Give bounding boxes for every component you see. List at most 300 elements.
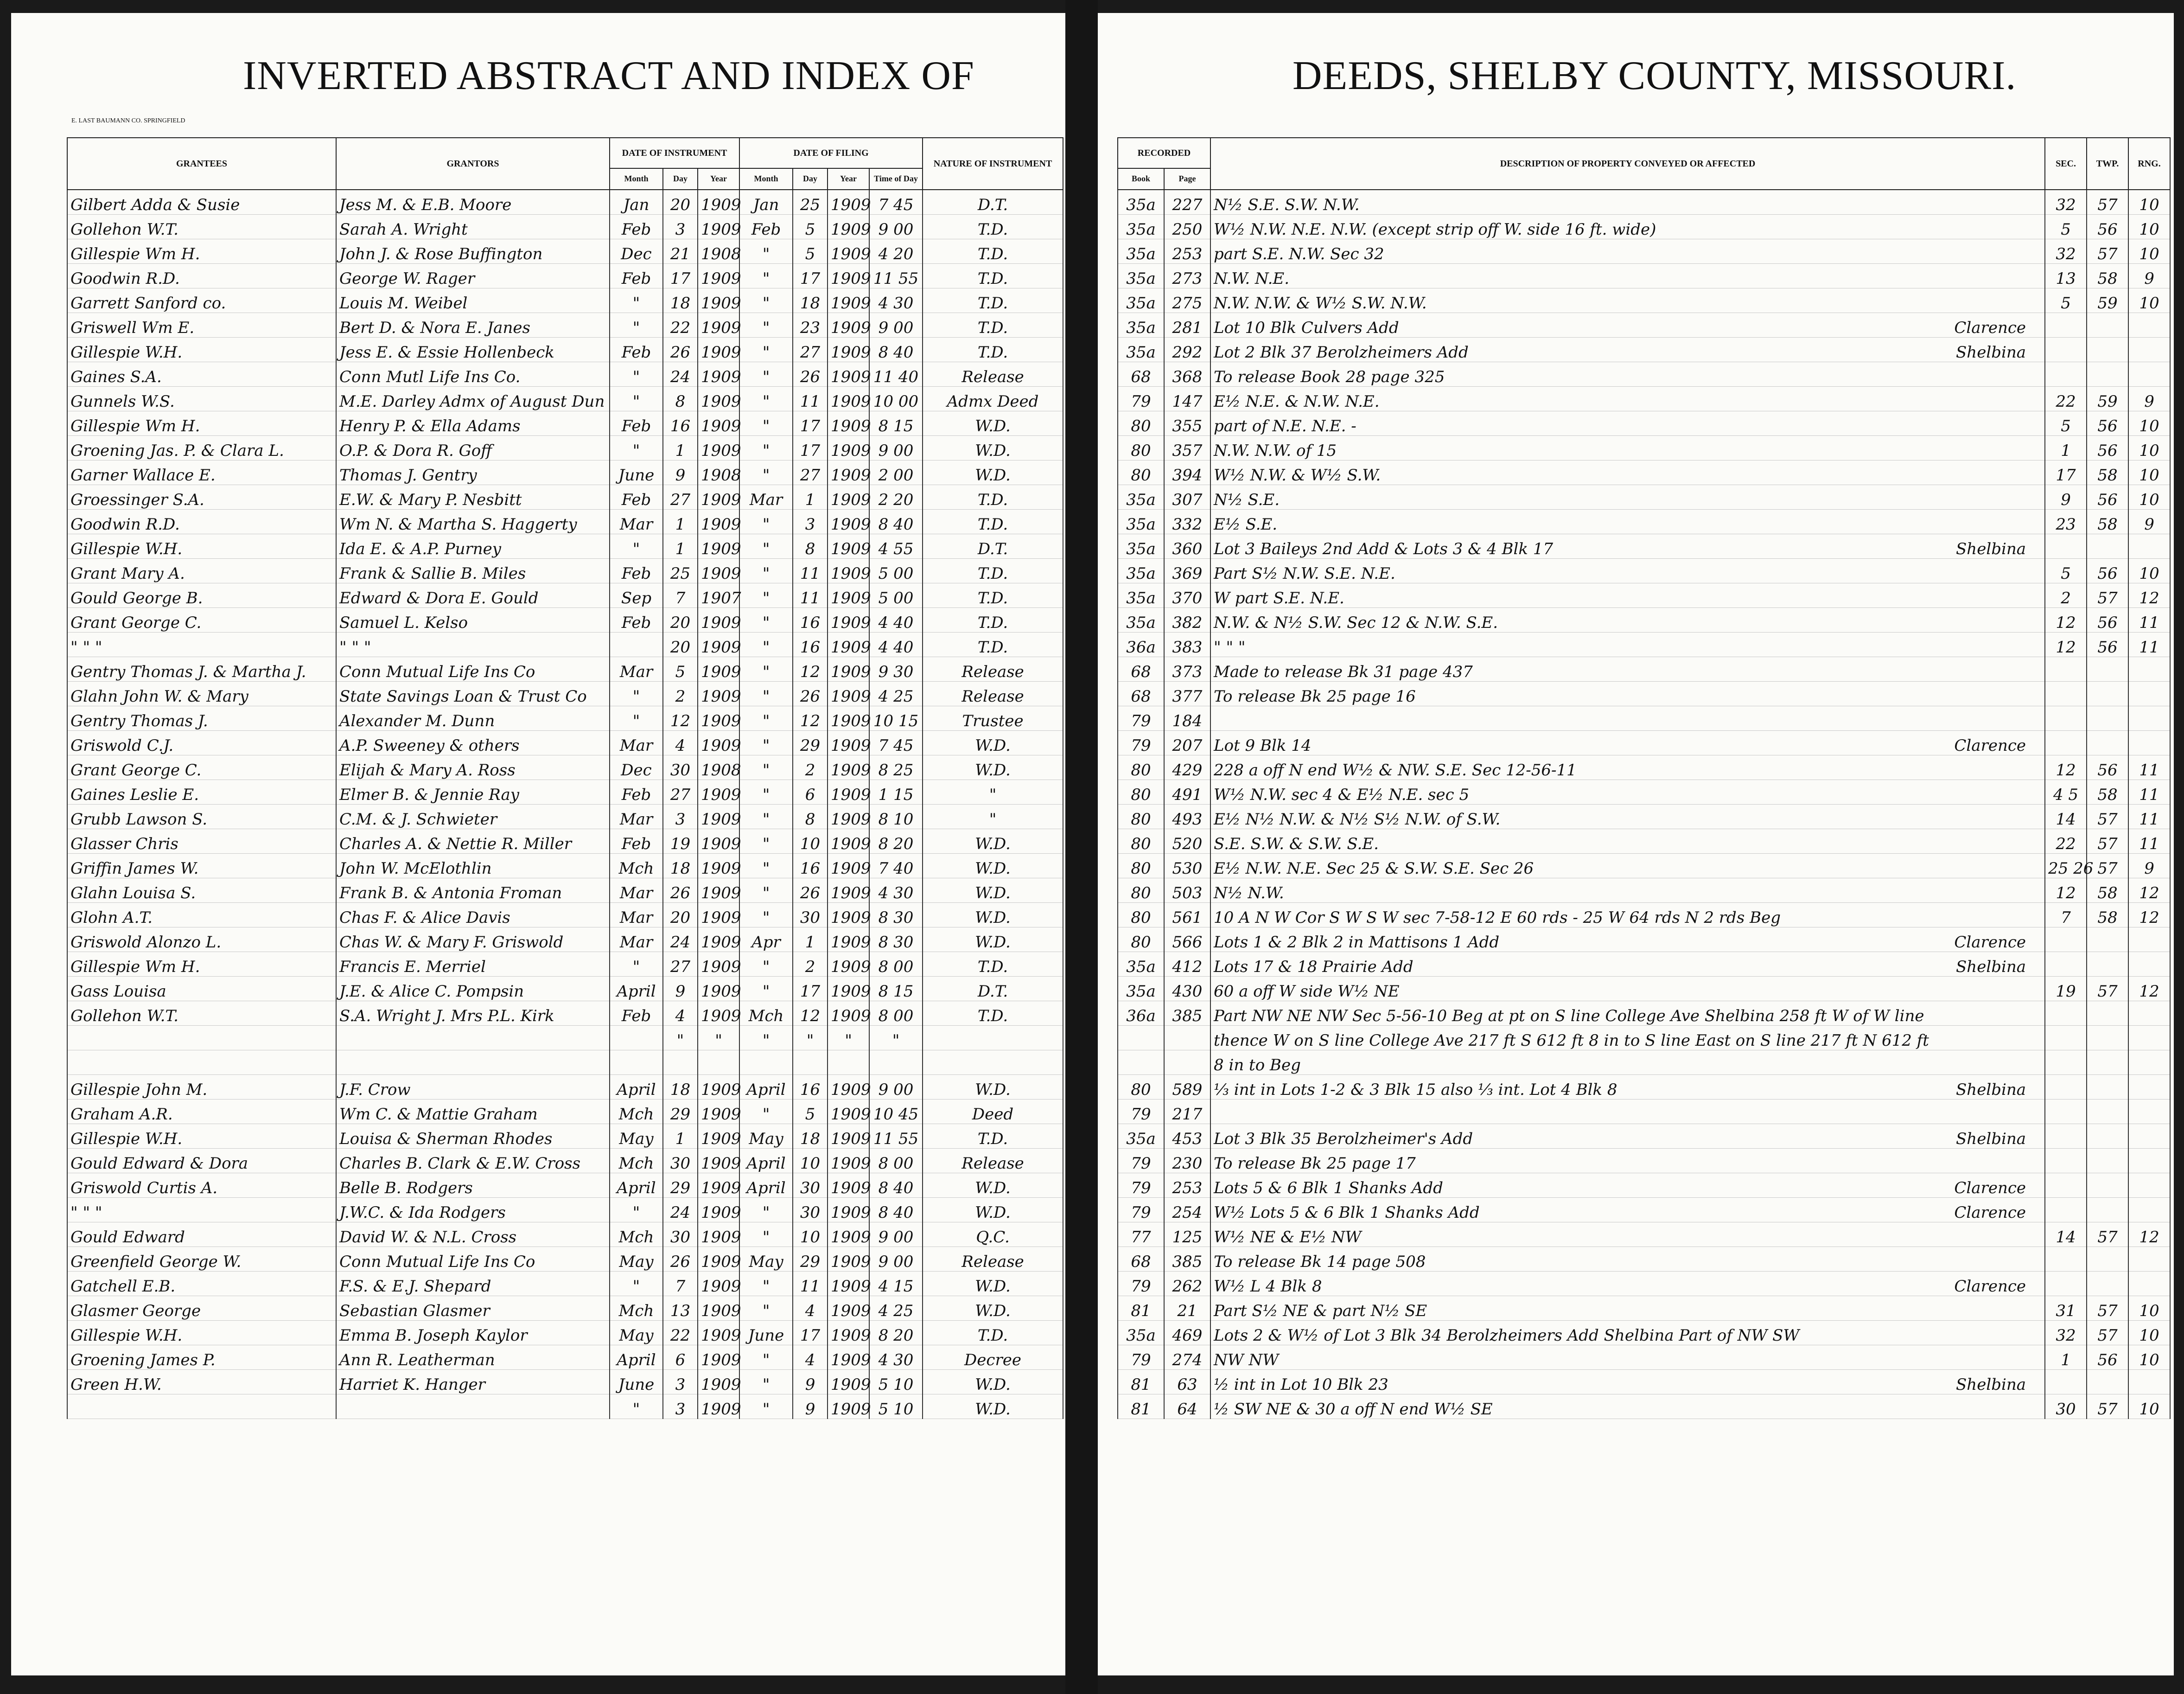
filing-year-cell: 1909 <box>828 411 869 436</box>
filing-time-cell: 1 15 <box>869 780 923 805</box>
page-cell: 254 <box>1164 1198 1210 1222</box>
filing-month-cell: " <box>739 313 793 338</box>
page-cell: 217 <box>1164 1100 1210 1124</box>
twp-cell: 56 <box>2087 633 2128 657</box>
filing-year-cell: 1909 <box>828 1247 869 1272</box>
sec-cell: 4 5 <box>2045 780 2087 805</box>
twp-cell: 56 <box>2087 215 2128 239</box>
page-cell: 491 <box>1164 780 1210 805</box>
description-text: E½ N.W. N.E. Sec 25 & S.W. S.E. Sec 26 <box>1214 859 1534 878</box>
filing-month-cell: " <box>739 264 793 288</box>
rng-cell: 10 <box>2128 239 2170 264</box>
instrument-year-cell: 1909 <box>698 1272 739 1296</box>
book-cell: 35a <box>1118 608 1164 633</box>
sec-cell: 17 <box>2045 460 2087 485</box>
table-row <box>1118 1198 2170 1222</box>
filing-day-cell: 2 <box>793 952 828 977</box>
filing-day-cell: 12 <box>793 657 828 682</box>
sec-cell <box>2045 1050 2087 1075</box>
grantee-cell: Gollehon W.T. <box>67 215 336 239</box>
instrument-month-cell: Mch <box>610 1296 663 1321</box>
table-row <box>67 1001 1063 1026</box>
sec-cell: 32 <box>2045 1321 2087 1345</box>
sec-cell: 1 <box>2045 436 2087 460</box>
description-text: Part NW NE NW Sec 5-56-10 Beg at pt on S line College Ave Shelbina 258 ft W of W line <box>1214 1006 1924 1025</box>
description-cell <box>1210 264 2045 288</box>
description-text: To release Bk 14 page 508 <box>1214 1252 1426 1271</box>
table-row <box>67 1345 1063 1370</box>
rng-cell <box>2128 731 2170 755</box>
description-cell <box>1210 952 2045 977</box>
sec-cell: 25 26 <box>2045 854 2087 878</box>
description-cell <box>1210 1296 2045 1321</box>
table-row <box>1118 1296 2170 1321</box>
book-cell <box>1118 1050 1164 1075</box>
rng-cell: 11 <box>2128 805 2170 829</box>
header-book: Book <box>1118 168 1164 190</box>
book-cell: 81 <box>1118 1394 1164 1419</box>
header-recorded: RECORDED <box>1118 138 1210 168</box>
nature-cell: T.D. <box>923 608 1063 633</box>
twp-cell <box>2087 1050 2128 1075</box>
filing-month-cell: Feb <box>739 215 793 239</box>
twp-cell: 56 <box>2087 755 2128 780</box>
instrument-month-cell <box>610 1026 663 1050</box>
grantor-cell: A.P. Sweeney & others <box>336 731 610 755</box>
book-cell: 79 <box>1118 1173 1164 1198</box>
grantee-cell: Gillespie Wm H. <box>67 952 336 977</box>
filing-time-cell: 4 25 <box>869 1296 923 1321</box>
grantee-cell: Glasser Chris <box>67 829 336 854</box>
description-cell <box>1210 1272 2045 1296</box>
grantee-cell: Green H.W. <box>67 1370 336 1394</box>
instrument-year-cell: 1909 <box>698 264 739 288</box>
left-page <box>11 13 1065 1675</box>
instrument-day-cell: 19 <box>663 829 698 854</box>
book-cell: 79 <box>1118 1198 1164 1222</box>
rng-cell <box>2128 1050 2170 1075</box>
instrument-year-cell: 1909 <box>698 436 739 460</box>
town-note: Shelbina <box>1956 1080 2026 1099</box>
description-cell <box>1210 927 2045 952</box>
page-cell: 430 <box>1164 977 1210 1001</box>
nature-cell: T.D. <box>923 1321 1063 1345</box>
filing-year-cell: 1909 <box>828 1321 869 1345</box>
table-row <box>1118 239 2170 264</box>
twp-cell <box>2087 1198 2128 1222</box>
rng-cell: 10 <box>2128 1394 2170 1419</box>
sec-cell: 12 <box>2045 878 2087 903</box>
page-cell: 125 <box>1164 1222 1210 1247</box>
filing-month-cell: " <box>739 903 793 927</box>
description-cell <box>1210 411 2045 436</box>
filing-day-cell: 18 <box>793 1124 828 1149</box>
description-text: 228 a off N end W½ & NW. S.E. Sec 12-56-11 <box>1214 761 1577 780</box>
instrument-day-cell: 30 <box>663 1222 698 1247</box>
twp-cell <box>2087 534 2128 559</box>
twp-cell <box>2087 1247 2128 1272</box>
twp-cell: 56 <box>2087 485 2128 510</box>
twp-cell: 58 <box>2087 264 2128 288</box>
filing-year-cell: 1909 <box>828 190 869 215</box>
nature-cell: W.D. <box>923 460 1063 485</box>
book-spine <box>1065 0 1098 1694</box>
twp-cell: 56 <box>2087 411 2128 436</box>
nature-cell: T.D. <box>923 264 1063 288</box>
grantee-cell: " " " <box>67 1198 336 1222</box>
rng-cell: 12 <box>2128 903 2170 927</box>
table-row <box>1118 878 2170 903</box>
sec-cell: 1 <box>2045 1345 2087 1370</box>
twp-cell <box>2087 1100 2128 1124</box>
book-cell: 68 <box>1118 362 1164 387</box>
instrument-day-cell <box>663 1050 698 1075</box>
rng-cell: 10 <box>2128 1321 2170 1345</box>
description-cell <box>1210 731 2045 755</box>
book-cell: 79 <box>1118 706 1164 731</box>
sec-cell <box>2045 1173 2087 1198</box>
description-cell <box>1210 829 2045 854</box>
nature-cell: T.D. <box>923 313 1063 338</box>
book-cell: 80 <box>1118 460 1164 485</box>
table-row <box>67 854 1063 878</box>
rng-cell <box>2128 338 2170 362</box>
description-cell <box>1210 362 2045 387</box>
sec-cell: 5 <box>2045 411 2087 436</box>
book-cell: 35a <box>1118 190 1164 215</box>
filing-time-cell: 8 10 <box>869 805 923 829</box>
filing-month-cell: " <box>739 1370 793 1394</box>
instrument-year-cell: 1909 <box>698 1222 739 1247</box>
instrument-month-cell: Feb <box>610 608 663 633</box>
filing-month-cell: " <box>739 1394 793 1419</box>
filing-time-cell: 4 30 <box>869 878 923 903</box>
grantee-cell: Gillespie W.H. <box>67 534 336 559</box>
filing-day-cell: 9 <box>793 1370 828 1394</box>
filing-day-cell: 30 <box>793 903 828 927</box>
filing-day-cell: 8 <box>793 805 828 829</box>
instrument-month-cell: Mar <box>610 927 663 952</box>
page-cell: 382 <box>1164 608 1210 633</box>
filing-day-cell: 12 <box>793 706 828 731</box>
grantor-cell <box>336 1026 610 1050</box>
description-text: Made to release Bk 31 page 437 <box>1214 662 1473 681</box>
instrument-month-cell: Mar <box>610 903 663 927</box>
description-text: Lot 9 Blk 14 <box>1214 736 1312 755</box>
filing-year-cell: 1909 <box>828 1075 869 1100</box>
table-row <box>1118 657 2170 682</box>
filing-year-cell: 1909 <box>828 633 869 657</box>
description-text: ⅓ int in Lots 1-2 & 3 Blk 15 also ⅓ int. Lot 4 Blk 8 <box>1214 1080 1617 1099</box>
filing-day-cell: 5 <box>793 1100 828 1124</box>
filing-year-cell: 1909 <box>828 903 869 927</box>
twp-cell <box>2087 927 2128 952</box>
table-row <box>1118 387 2170 411</box>
book-cell: 35a <box>1118 1321 1164 1345</box>
instrument-day-cell: 27 <box>663 952 698 977</box>
rng-cell: 12 <box>2128 1222 2170 1247</box>
book-cell: 35a <box>1118 977 1164 1001</box>
instrument-year-cell: 1909 <box>698 1100 739 1124</box>
nature-cell: T.D. <box>923 510 1063 534</box>
instrument-day-cell: 29 <box>663 1173 698 1198</box>
table-row <box>1118 583 2170 608</box>
nature-cell: " <box>923 805 1063 829</box>
grantee-cell: Groening Jas. P. & Clara L. <box>67 436 336 460</box>
description-cell <box>1210 755 2045 780</box>
rng-cell <box>2128 682 2170 706</box>
description-cell <box>1210 313 2045 338</box>
book-cell: 35a <box>1118 952 1164 977</box>
filing-month-cell: " <box>739 878 793 903</box>
description-cell <box>1210 485 2045 510</box>
instrument-day-cell: 2 <box>663 682 698 706</box>
filing-day-cell: 4 <box>793 1345 828 1370</box>
grantor-cell: " " " <box>336 633 610 657</box>
grantee-cell: Gould Edward & Dora <box>67 1149 336 1173</box>
instrument-day-cell: 17 <box>663 264 698 288</box>
grantor-cell: M.E. Darley Admx of August Dun <box>336 387 610 411</box>
instrument-day-cell: 7 <box>663 583 698 608</box>
twp-cell: 58 <box>2087 460 2128 485</box>
description-cell <box>1210 780 2045 805</box>
instrument-day-cell: 1 <box>663 510 698 534</box>
filing-year-cell: " <box>828 1026 869 1050</box>
instrument-month-cell: Mar <box>610 657 663 682</box>
table-row <box>67 1272 1063 1296</box>
filing-time-cell: 10 00 <box>869 387 923 411</box>
instrument-month-cell: " <box>610 952 663 977</box>
instrument-year-cell: 1909 <box>698 1149 739 1173</box>
header-inst-day: Day <box>663 168 698 190</box>
instrument-month-cell: Feb <box>610 338 663 362</box>
instrument-day-cell: 18 <box>663 288 698 313</box>
sec-cell: 7 <box>2045 903 2087 927</box>
book-cell: 80 <box>1118 854 1164 878</box>
sec-cell <box>2045 706 2087 731</box>
twp-cell <box>2087 362 2128 387</box>
table-row <box>1118 485 2170 510</box>
instrument-year-cell: 1909 <box>698 215 739 239</box>
table-row <box>67 780 1063 805</box>
instrument-year-cell: 1909 <box>698 510 739 534</box>
nature-cell: T.D. <box>923 559 1063 583</box>
filing-time-cell: 7 45 <box>869 190 923 215</box>
instrument-year-cell: 1909 <box>698 190 739 215</box>
instrument-month-cell: Mch <box>610 1149 663 1173</box>
sec-cell <box>2045 1075 2087 1100</box>
filing-year-cell: 1909 <box>828 829 869 854</box>
nature-cell: Admx Deed <box>923 387 1063 411</box>
grantor-cell: Frank & Sallie B. Miles <box>336 559 610 583</box>
twp-cell: 57 <box>2087 829 2128 854</box>
instrument-day-cell: 20 <box>663 903 698 927</box>
book-cell: 68 <box>1118 682 1164 706</box>
header-file-month: Month <box>739 168 793 190</box>
filing-time-cell: 8 20 <box>869 1321 923 1345</box>
page-cell <box>1164 1026 1210 1050</box>
description-text: W½ Lots 5 & 6 Blk 1 Shanks Add <box>1214 1203 1480 1222</box>
filing-year-cell: 1909 <box>828 215 869 239</box>
filing-day-cell: 18 <box>793 288 828 313</box>
filing-year-cell: 1909 <box>828 1198 869 1222</box>
table-row <box>67 608 1063 633</box>
filing-year-cell: 1909 <box>828 239 869 264</box>
book-cell: 81 <box>1118 1370 1164 1394</box>
sec-cell <box>2045 952 2087 977</box>
table-row <box>67 313 1063 338</box>
grantee-cell: Grant Mary A. <box>67 559 336 583</box>
table-row <box>1118 1272 2170 1296</box>
nature-cell: T.D. <box>923 1124 1063 1149</box>
filing-year-cell: 1909 <box>828 878 869 903</box>
table-row <box>1118 731 2170 755</box>
instrument-month-cell: Jan <box>610 190 663 215</box>
instrument-month-cell: Feb <box>610 411 663 436</box>
description-cell <box>1210 460 2045 485</box>
sec-cell: 30 <box>2045 1394 2087 1419</box>
sec-cell: 32 <box>2045 190 2087 215</box>
filing-month-cell: " <box>739 436 793 460</box>
instrument-month-cell: Feb <box>610 829 663 854</box>
instrument-month-cell: " <box>610 682 663 706</box>
page-cell: 307 <box>1164 485 1210 510</box>
instrument-year-cell: 1909 <box>698 1124 739 1149</box>
rng-cell: 11 <box>2128 755 2170 780</box>
grantor-cell: Francis E. Merriel <box>336 952 610 977</box>
grantor-cell: Frank B. & Antonia Froman <box>336 878 610 903</box>
sec-cell <box>2045 731 2087 755</box>
instrument-month-cell: Feb <box>610 559 663 583</box>
page-cell: 373 <box>1164 657 1210 682</box>
instrument-month-cell: April <box>610 1173 663 1198</box>
instrument-year-cell: 1909 <box>698 1001 739 1026</box>
nature-cell: W.D. <box>923 854 1063 878</box>
description-cell <box>1210 510 2045 534</box>
description-cell <box>1210 1100 2045 1124</box>
instrument-year-cell: 1909 <box>698 829 739 854</box>
description-cell <box>1210 559 2045 583</box>
page-cell: 64 <box>1164 1394 1210 1419</box>
description-text: part S.E. N.W. Sec 32 <box>1214 244 1384 263</box>
filing-month-cell: May <box>739 1124 793 1149</box>
instrument-month-cell: May <box>610 1124 663 1149</box>
grantee-cell: Gillespie Wm H. <box>67 411 336 436</box>
grantee-cell: Groessinger S.A. <box>67 485 336 510</box>
grantor-cell: George W. Rager <box>336 264 610 288</box>
filing-year-cell: 1909 <box>828 731 869 755</box>
instrument-year-cell: 1909 <box>698 1394 739 1419</box>
filing-day-cell: 16 <box>793 608 828 633</box>
filing-time-cell: 4 25 <box>869 682 923 706</box>
instrument-day-cell: 20 <box>663 633 698 657</box>
sec-cell: 14 <box>2045 1222 2087 1247</box>
filing-time-cell <box>869 1050 923 1075</box>
filing-day-cell: " <box>793 1026 828 1050</box>
filing-time-cell: " <box>869 1026 923 1050</box>
instrument-month-cell: May <box>610 1321 663 1345</box>
filing-month-cell: " <box>739 460 793 485</box>
filing-year-cell: 1909 <box>828 264 869 288</box>
rng-cell <box>2128 706 2170 731</box>
table-row <box>67 1075 1063 1100</box>
grantee-cell: Goodwin R.D. <box>67 510 336 534</box>
twp-cell <box>2087 1149 2128 1173</box>
book-cell: 79 <box>1118 731 1164 755</box>
description-text: W½ NE & E½ NW <box>1214 1227 1362 1247</box>
twp-cell: 57 <box>2087 977 2128 1001</box>
table-row <box>67 1296 1063 1321</box>
scan-edge-left <box>0 0 11 1694</box>
filing-year-cell: 1909 <box>828 657 869 682</box>
instrument-year-cell: 1909 <box>698 854 739 878</box>
instrument-day-cell: 1 <box>663 1124 698 1149</box>
description-text: N.W. N.W. of 15 <box>1214 441 1337 460</box>
book-cell: 68 <box>1118 1247 1164 1272</box>
sec-cell: 31 <box>2045 1296 2087 1321</box>
page-cell: 250 <box>1164 215 1210 239</box>
instrument-day-cell: 24 <box>663 927 698 952</box>
instrument-day-cell: 20 <box>663 190 698 215</box>
page-cell: 262 <box>1164 1272 1210 1296</box>
filing-year-cell: 1909 <box>828 510 869 534</box>
table-row <box>1118 1222 2170 1247</box>
rng-cell: 10 <box>2128 1345 2170 1370</box>
table-row <box>67 338 1063 362</box>
nature-cell: T.D. <box>923 485 1063 510</box>
instrument-month-cell: Mch <box>610 854 663 878</box>
table-row <box>67 805 1063 829</box>
description-cell <box>1210 1149 2045 1173</box>
description-text: E½ N½ N.W. & N½ S½ N.W. of S.W. <box>1214 810 1501 829</box>
twp-cell: 57 <box>2087 583 2128 608</box>
instrument-day-cell: 26 <box>663 878 698 903</box>
nature-cell: T.D. <box>923 1001 1063 1026</box>
table-row <box>67 682 1063 706</box>
table-row <box>67 977 1063 1001</box>
grantee-cell <box>67 1394 336 1419</box>
page-cell: 357 <box>1164 436 1210 460</box>
instrument-year-cell: 1909 <box>698 1247 739 1272</box>
table-row <box>1118 264 2170 288</box>
book-cell <box>1118 1026 1164 1050</box>
grantee-cell: Gillespie W.H. <box>67 338 336 362</box>
book-cell: 80 <box>1118 780 1164 805</box>
filing-year-cell: 1909 <box>828 755 869 780</box>
table-row <box>1118 977 2170 1001</box>
filing-year-cell: 1909 <box>828 288 869 313</box>
instrument-day-cell: 20 <box>663 608 698 633</box>
filing-year-cell: 1909 <box>828 1394 869 1419</box>
rng-cell: 10 <box>2128 190 2170 215</box>
instrument-month-cell: Feb <box>610 264 663 288</box>
nature-cell: W.D. <box>923 1173 1063 1198</box>
grantor-cell: Sebastian Glasmer <box>336 1296 610 1321</box>
page-cell: 412 <box>1164 952 1210 977</box>
description-cell <box>1210 608 2045 633</box>
table-row <box>67 755 1063 780</box>
description-cell <box>1210 1075 2045 1100</box>
town-note: Shelbina <box>1956 343 2026 362</box>
nature-cell: T.D. <box>923 239 1063 264</box>
grantee-cell: Griswold C.J. <box>67 731 336 755</box>
filing-day-cell: 25 <box>793 190 828 215</box>
filing-day-cell: 16 <box>793 854 828 878</box>
filing-day-cell: 29 <box>793 731 828 755</box>
book-cell: 80 <box>1118 927 1164 952</box>
table-row <box>67 1394 1063 1419</box>
twp-cell: 58 <box>2087 878 2128 903</box>
